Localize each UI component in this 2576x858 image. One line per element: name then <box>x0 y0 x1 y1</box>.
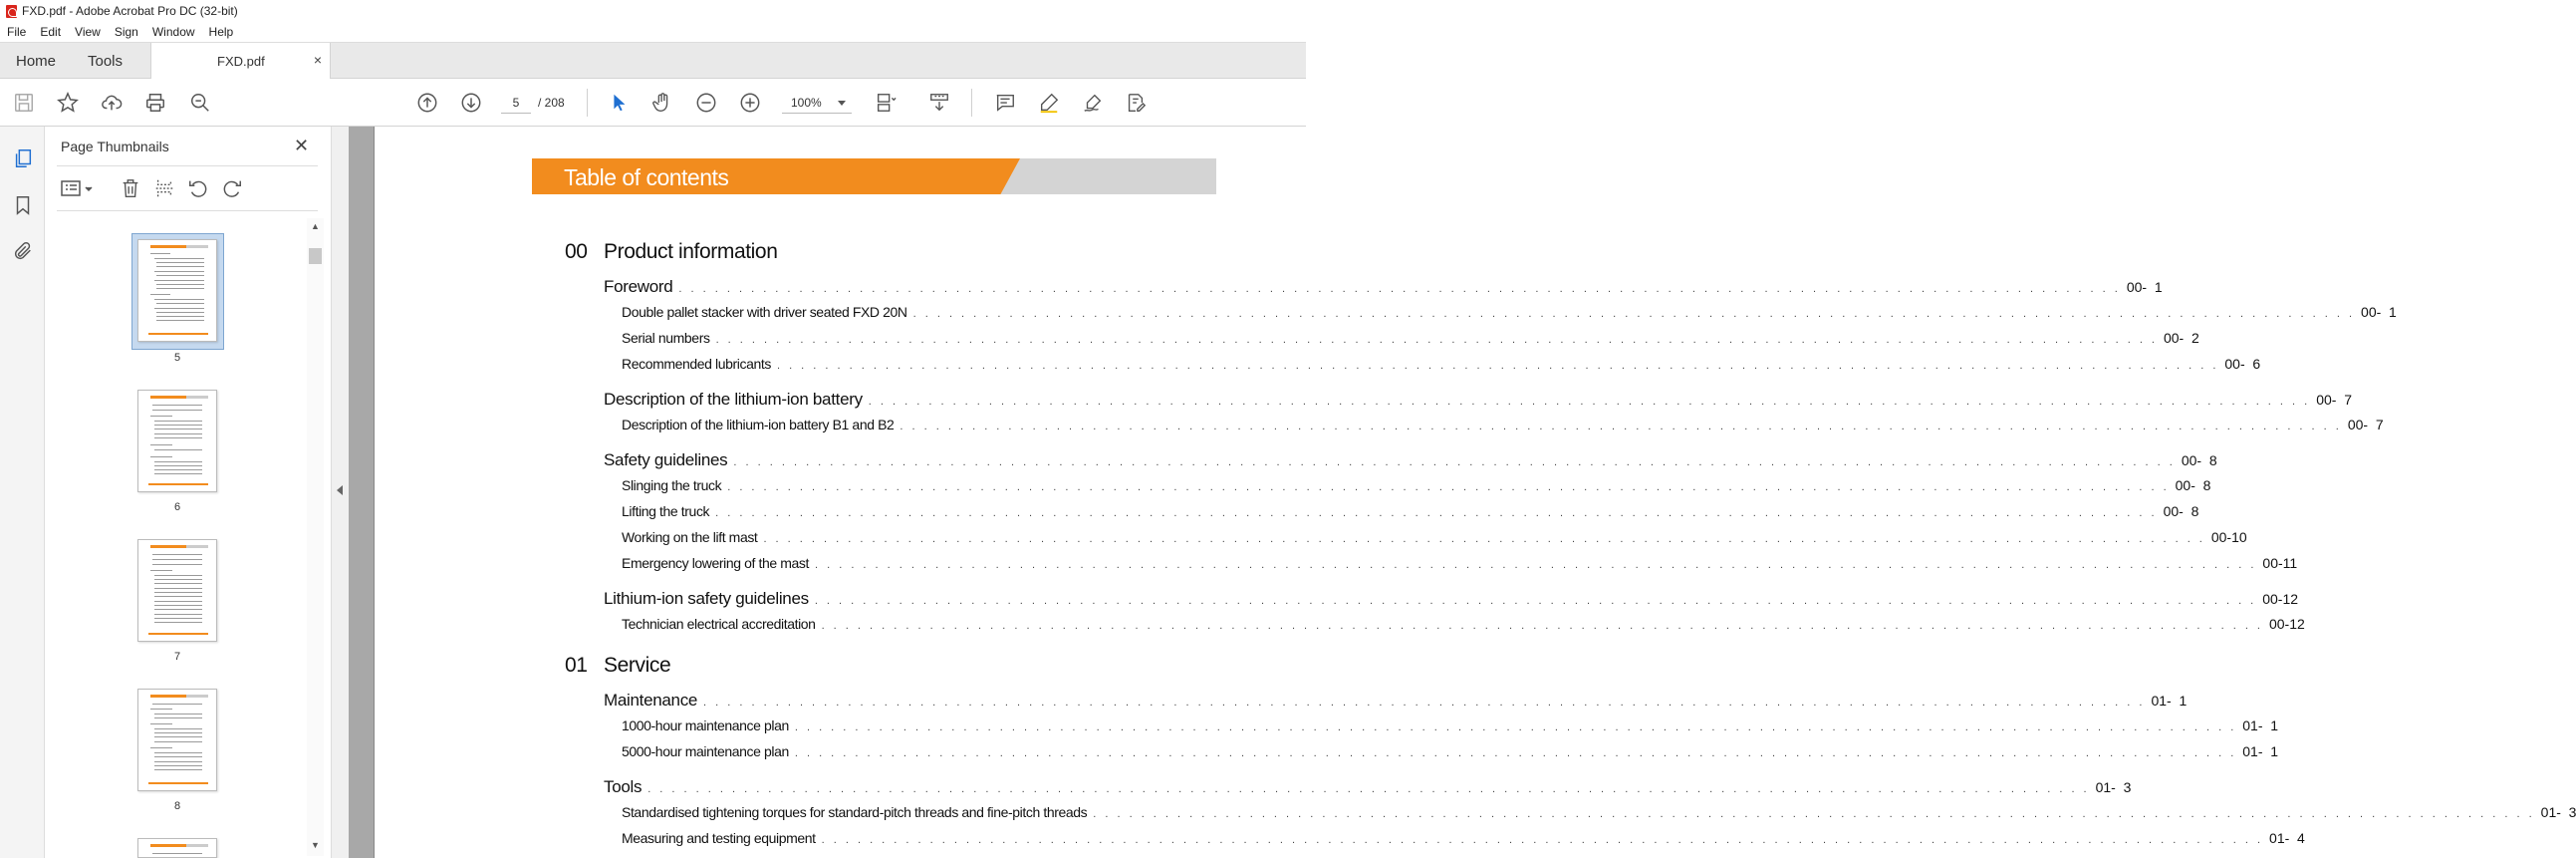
toc-entry[interactable] <box>622 743 2279 765</box>
page-thumbnail[interactable] <box>137 838 217 858</box>
toc-entry-label: Lithium-ion safety guidelines <box>604 589 809 608</box>
toc-entry[interactable] <box>604 450 2217 472</box>
thumbnail-page-number: 7 <box>173 651 181 663</box>
close-panel-icon[interactable]: ✕ <box>294 136 310 155</box>
page-thumbnails-icon[interactable] <box>11 146 35 170</box>
toc-entry-page: 00- 8 <box>2163 503 2199 519</box>
toc-entry-page: 00- 1 <box>2361 304 2397 320</box>
page-thumbnail[interactable] <box>137 539 217 642</box>
toc-title: Table of contents <box>564 164 729 190</box>
save-icon[interactable] <box>12 91 36 115</box>
toc-leader-dots: . . . . . . . . . . . . . . . . . . . . . . . . . . . . . . . . . . . . . . . . . . . . . . . . . . . . . . . . . . . . . . . . . . . . . . . . . . . . . . . . . . . . . . . . . . . . . . . . . . . . . . . . . . . . . . . . . . . . . . . . <box>1093 808 2535 820</box>
thumbnail-page-number: 6 <box>173 501 181 513</box>
toc-entry-page: 00- 7 <box>2316 392 2353 408</box>
sign-icon[interactable] <box>1081 91 1105 115</box>
toc-entry-label: Double pallet stacker with driver seated FXD 20N <box>622 304 907 320</box>
tab-tools[interactable]: Tools <box>88 53 124 70</box>
page-thumbnails-panel <box>45 127 331 858</box>
toc-leader-dots: . . . . . . . . . . . . . . . . . . . . . . . . . . . . . . . . . . . . . . . . . . . . . . . . . . . . . . . . . . . . . . . . . . . . . . . . . . . . . . . . . . . . . . . . . . . . . . . . . . . . . . . . . . . . . . . . . . . . . . . . <box>821 620 2263 632</box>
scrollbar-thumb[interactable] <box>309 248 322 264</box>
menu-bar <box>0 22 1306 42</box>
toc-entry-label: Emergency lowering of the mast <box>622 555 809 571</box>
scroll-up-icon[interactable]: ▲ <box>311 221 320 231</box>
toc-leader-dots: . . . . . . . . . . . . . . . . . . . . . . . . . . . . . . . . . . . . . . . . . . . . . . . . . . . . . . . . . . . . . . . . . . . . . . . . . . . . . . . . . . . . . . . . . . . . . . . . . . . . . . . . . . . . . . . . . . . . . . . . <box>868 396 2311 408</box>
toc-entry[interactable] <box>622 356 2261 378</box>
toc-leader-dots: . . . . . . . . . . . . . . . . . . . . . . . . . . . . . . . . . . . . . . . . . . . . . . . . . . . . . . . . . . . . . . . . . . . . . . . . . . . . . . . . . . . . . . . . . . . . . . . . . . . . . . . . . . . . . . . . . . . . . . . . <box>678 283 2121 295</box>
toc-entry[interactable] <box>604 390 2353 412</box>
toc-entry-page: 01- 3 <box>2095 779 2132 795</box>
toc-entry[interactable] <box>604 777 2132 799</box>
scroll-down-icon[interactable]: ▼ <box>311 840 320 850</box>
menu-help[interactable]: Help <box>208 25 234 39</box>
toc-leader-dots: . . . . . . . . . . . . . . . . . . . . . . . . . . . . . . . . . . . . . . . . . . . . . . . . . . . . . . . . . . . . . . . . . . . . . . . . . . . . . . . . . . . . . . . . . . . . . . . . . . . . . . . . . . . . . . . . . . . . . . . . <box>703 697 2146 709</box>
menu-file[interactable]: File <box>7 25 27 39</box>
toc-entry[interactable] <box>622 555 2298 577</box>
page-fit-icon[interactable] <box>874 91 898 115</box>
page-thumbnail[interactable] <box>137 239 217 342</box>
next-page-icon[interactable] <box>459 91 483 115</box>
toolbar-divider <box>587 89 588 117</box>
toc-entry[interactable] <box>622 804 2576 826</box>
toc-entry[interactable] <box>622 503 2199 525</box>
menu-view[interactable]: View <box>75 25 101 39</box>
document-viewport[interactable] <box>349 127 2576 858</box>
toc-entry-label: Serial numbers <box>622 330 710 346</box>
thumbnail-scrollbar[interactable] <box>307 218 324 856</box>
acrobat-pdf-icon <box>6 5 17 18</box>
navigation-rail <box>0 127 45 858</box>
zoom-level-value: 100% <box>791 96 822 110</box>
toc-entry-page: 01- 1 <box>2151 693 2188 709</box>
toc-entry[interactable] <box>604 691 2188 713</box>
toc-entry-label: Recommended lubricants <box>622 356 771 372</box>
toc-entry-page: 00-11 <box>2262 555 2298 571</box>
toc-leader-dots: . . . . . . . . . . . . . . . . . . . . . . . . . . . . . . . . . . . . . . . . . . . . . . . . . . . . . . . . . . . . . . . . . . . . . . . . . . . . . . . . . . . . . . . . . . . . . . . . . . . . . . . . . . . . . . . . . . . . . . . . <box>794 721 2237 733</box>
hand-tool-icon[interactable] <box>650 91 674 115</box>
tab-document-label: FXD.pdf <box>217 54 265 69</box>
toc-entry-label: Technician electrical accreditation <box>622 616 816 632</box>
toc-leader-dots: . . . . . . . . . . . . . . . . . . . . . . . . . . . . . . . . . . . . . . . . . . . . . . . . . . . . . . . . . . . . . . . . . . . . . . . . . . . . . . . . . . . . . . . . . . . . . . . . . . . . . . . . . . . . . . . . . . . . . . . . <box>814 595 2257 607</box>
toc-entry[interactable] <box>622 330 2199 352</box>
attachments-paperclip-icon[interactable] <box>11 239 35 263</box>
toc-entry-page: 00- 8 <box>2181 452 2217 468</box>
window-title: FXD.pdf - Adobe Acrobat Pro DC (32-bit) <box>22 4 238 18</box>
toc-entry-label: Description of the lithium-ion battery B1 and B2 <box>622 417 895 432</box>
toc-leader-dots: . . . . . . . . . . . . . . . . . . . . . . . . . . . . . . . . . . . . . . . . . . . . . . . . . . . . . . . . . . . . . . . . . . . . . . . . . . . . . . . . . . . . . . . . . . . . . . . . . . . . . . . . . . . . . . . . . . . . . . . . <box>647 783 2090 795</box>
toc-section-number: 00 <box>565 240 588 263</box>
page-thumbnail[interactable] <box>137 689 217 791</box>
toc-leader-dots: . . . . . . . . . . . . . . . . . . . . . . . . . . . . . . . . . . . . . . . . . . . . . . . . . . . . . . . . . . . . . . . . . . . . . . . . . . . . . . . . . . . . . . . . . . . . . . . . . . . . . . . . . . . . . . . . . . . . . . . . <box>776 360 2219 372</box>
toc-entry-page: 00-12 <box>2262 591 2299 607</box>
menu-window[interactable]: Window <box>151 25 195 39</box>
page-thumbnail[interactable] <box>137 390 217 492</box>
toc-leader-dots: . . . . . . . . . . . . . . . . . . . . . . . . . . . . . . . . . . . . . . . . . . . . . . . . . . . . . . . . . . . . . . . . . . . . . . . . . . . . . . . . . . . . . . . . . . . . . . . . . . . . . . . . . . . . . . . . . . . . . . . . <box>763 533 2205 545</box>
toc-entry[interactable] <box>622 830 2305 852</box>
toc-entry-label: Working on the lift mast <box>622 529 758 545</box>
toc-entry[interactable] <box>622 717 2279 739</box>
toc-leader-dots: . . . . . . . . . . . . . . . . . . . . . . . . . . . . . . . . . . . . . . . . . . . . . . . . . . . . . . . . . . . . . . . . . . . . . . . . . . . . . . . . . . . . . . . . . . . . . . . . . . . . . . . . . . . . . . . . . . . . . . . . <box>821 834 2264 846</box>
toc-entry-page: 00- 6 <box>2224 356 2261 372</box>
toc-entry-label: Description of the lithium-ion battery <box>604 390 863 409</box>
zoom-out-icon[interactable] <box>694 91 718 115</box>
toc-leader-dots: . . . . . . . . . . . . . . . . . . . . . . . . . . . . . . . . . . . . . . . . . . . . . . . . . . . . . . . . . . . . . . . . . . . . . . . . . . . . . . . . . . . . . . . . . . . . . . . . . . . . . . . . . . . . . . . . . . . . . . . . <box>794 747 2237 759</box>
bookmark-star-icon[interactable] <box>56 91 80 115</box>
toc-leader-dots: . . . . . . . . . . . . . . . . . . . . . . . . . . . . . . . . . . . . . . . . . . . . . . . . . . . . . . . . . . . . . . . . . . . . . . . . . . . . . . . . . . . . . . . . . . . . . . . . . . . . . . . . . . . . . . . . . . . . . . . . <box>733 456 2176 468</box>
page-number-input[interactable]: 5 <box>501 92 531 114</box>
comment-icon[interactable] <box>993 91 1017 115</box>
toc-entry-page: 00-10 <box>2210 529 2247 545</box>
toc-entry[interactable] <box>622 304 2397 326</box>
menu-sign[interactable]: Sign <box>114 25 138 39</box>
toc-entry-label: 1000-hour maintenance plan <box>622 717 789 733</box>
toc-entry-page: 00-12 <box>2268 616 2305 632</box>
zoom-in-icon[interactable] <box>738 91 762 115</box>
collapse-panel-icon[interactable] <box>337 485 343 495</box>
thumbnail-page-number: 8 <box>173 800 181 812</box>
toc-section-number: 01 <box>565 654 588 677</box>
toc-entry-page: 01- 3 <box>2540 804 2576 820</box>
toc-leader-dots: . . . . . . . . . . . . . . . . . . . . . . . . . . . . . . . . . . . . . . . . . . . . . . . . . . . . . . . . . . . . . . . . . . . . . . . . . . . . . . . . . . . . . . . . . . . . . . . . . . . . . . . . . . . . . . . . . . . . . . . . <box>900 421 2342 432</box>
toc-entry-page: 01- 1 <box>2242 717 2279 733</box>
tab-home[interactable]: Home <box>16 53 57 70</box>
toc-entry[interactable] <box>622 616 2305 638</box>
zoom-level-select[interactable] <box>782 92 852 114</box>
toc-entry-page: 01- 1 <box>2242 743 2279 759</box>
thumbnail-page-number: 5 <box>173 352 181 364</box>
toc-entry-label: Tools <box>604 777 643 796</box>
pdf-page <box>374 127 2576 858</box>
toc-leader-dots: . . . . . . . . . . . . . . . . . . . . . . . . . . . . . . . . . . . . . . . . . . . . . . . . . . . . . . . . . . . . . . . . . . . . . . . . . . . . . . . . . . . . . . . . . . . . . . . . . . . . . . . . . . . . . . . . . . . . . . . . <box>727 481 2170 493</box>
toc-entry-label: 5000-hour maintenance plan <box>622 743 789 759</box>
tab-document[interactable] <box>150 43 331 80</box>
upload-cloud-icon[interactable] <box>100 91 124 115</box>
edit-pdf-icon[interactable] <box>1124 91 1148 115</box>
thumbnail-options-menu-icon[interactable] <box>59 176 95 200</box>
main-toolbar <box>0 79 1306 127</box>
close-tab-icon[interactable]: × <box>313 52 322 68</box>
title-bar <box>0 0 1306 22</box>
print-icon[interactable] <box>143 91 167 115</box>
toc-leader-dots: . . . . . . . . . . . . . . . . . . . . . . . . . . . . . . . . . . . . . . . . . . . . . . . . . . . . . . . . . . . . . . . . . . . . . . . . . . . . . . . . . . . . . . . . . . . . . . . . . . . . . . . . . . . . . . . . . . . . . . . . <box>715 334 2158 346</box>
chevron-down-icon <box>838 101 846 106</box>
toolbar-divider <box>971 89 972 117</box>
toc-entry-label: Safety guidelines <box>604 450 728 469</box>
rotate-counterclockwise-icon[interactable] <box>186 176 210 200</box>
rotate-clockwise-icon[interactable] <box>220 176 244 200</box>
select-pointer-icon[interactable] <box>607 91 631 115</box>
zoom-search-icon[interactable] <box>188 91 212 115</box>
panel-splitter[interactable] <box>331 127 349 858</box>
toc-banner <box>532 158 1216 194</box>
scroll-mode-icon[interactable] <box>927 91 951 115</box>
toc-entry[interactable] <box>622 529 2247 551</box>
toc-entry-page: 01- 4 <box>2269 830 2305 846</box>
delete-page-icon[interactable] <box>119 176 142 200</box>
toc-leader-dots: . . . . . . . . . . . . . . . . . . . . . . . . . . . . . . . . . . . . . . . . . . . . . . . . . . . . . . . . . . . . . . . . . . . . . . . . . . . . . . . . . . . . . . . . . . . . . . . . . . . . . . . . . . . . . . . . . . . . . . . . <box>715 507 2158 519</box>
bookmarks-icon[interactable] <box>11 193 35 217</box>
toc-leader-dots: . . . . . . . . . . . . . . . . . . . . . . . . . . . . . . . . . . . . . . . . . . . . . . . . . . . . . . . . . . . . . . . . . . . . . . . . . . . . . . . . . . . . . . . . . . . . . . . . . . . . . . . . . . . . . . . . . . . . . . . . <box>814 559 2257 571</box>
menu-edit[interactable]: Edit <box>40 25 62 39</box>
toc-entry-label: Maintenance <box>604 691 698 710</box>
insert-page-icon[interactable] <box>152 176 176 200</box>
panel-divider <box>57 210 318 211</box>
toc-leader-dots: . . . . . . . . . . . . . . . . . . . . . . . . . . . . . . . . . . . . . . . . . . . . . . . . . . . . . . . . . . . . . . . . . . . . . . . . . . . . . . . . . . . . . . . . . . . . . . . . . . . . . . . . . . . . . . . . . . . . . . . . <box>912 308 2356 320</box>
toc-entry-page: 00- 2 <box>2163 330 2199 346</box>
previous-page-icon[interactable] <box>415 91 439 115</box>
panel-divider <box>57 165 318 166</box>
toc-entry-page: 00- 8 <box>2175 477 2211 493</box>
toc-section-name: Product information <box>604 240 778 263</box>
toc-entry[interactable] <box>622 477 2211 499</box>
toc-entry[interactable] <box>604 277 2163 299</box>
toc-entry-label: Standardised tightening torques for standard-pitch threads and fine-pitch threads <box>622 804 1088 820</box>
page-total: / 208 <box>538 96 565 110</box>
tab-strip <box>0 42 1306 79</box>
toc-entry-label: Lifting the truck <box>622 503 710 519</box>
toc-entry-label: Measuring and testing equipment <box>622 830 816 846</box>
toc-entry[interactable] <box>622 417 2384 438</box>
highlight-pen-icon[interactable] <box>1037 91 1061 115</box>
toc-entry-page: 00- 1 <box>2126 279 2163 295</box>
toc-entry-label: Slinging the truck <box>622 477 722 493</box>
toc-entry[interactable] <box>604 589 2299 611</box>
toc-entry-page: 00- 7 <box>2347 417 2384 432</box>
toc-section-name: Service <box>604 654 671 677</box>
toc-entry-label: Foreword <box>604 277 673 296</box>
panel-title: Page Thumbnails <box>61 139 169 154</box>
